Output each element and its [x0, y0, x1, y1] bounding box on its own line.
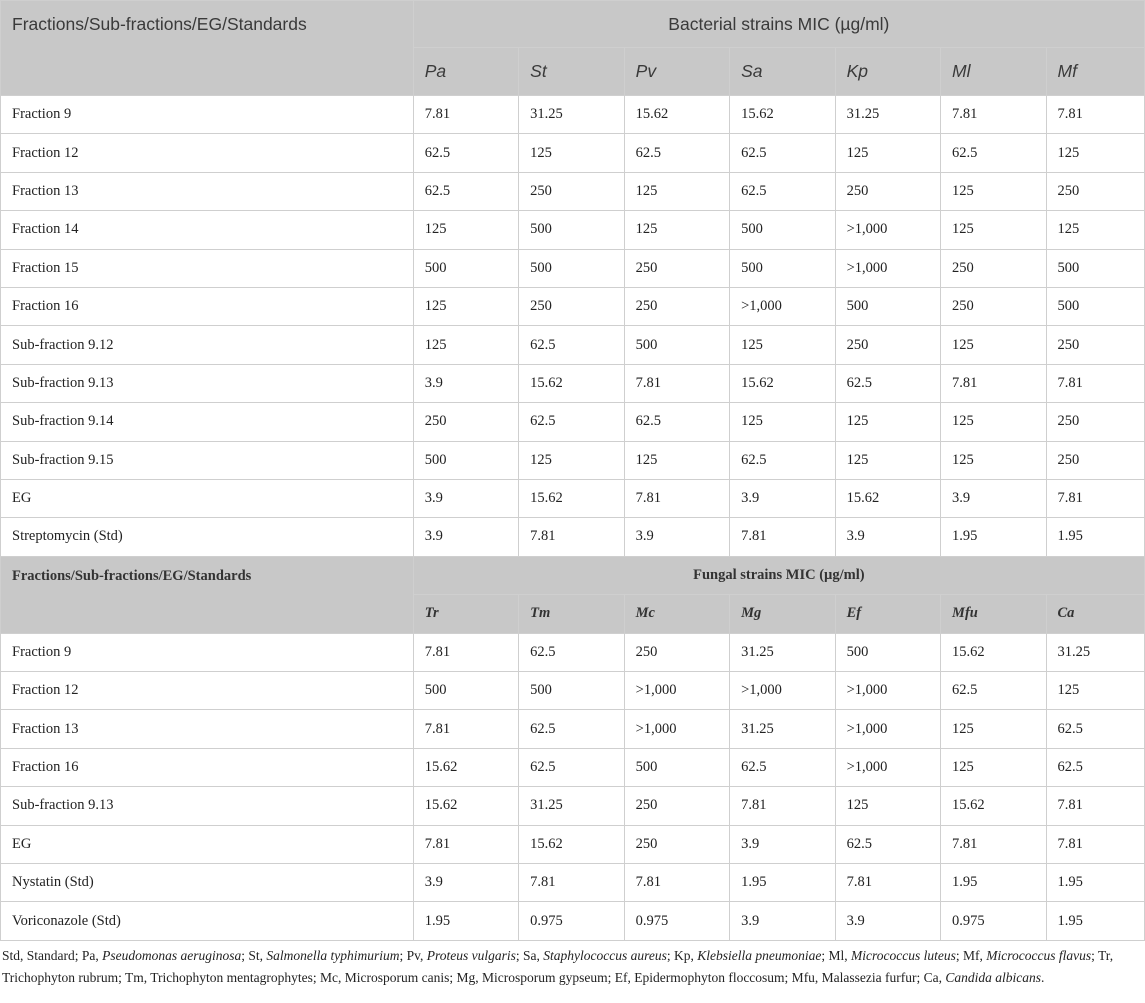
mic-value-cell: 250 — [519, 287, 624, 325]
mic-value-cell: 125 — [519, 134, 624, 172]
mic-value-cell: 250 — [941, 287, 1046, 325]
mic-value-cell: 125 — [413, 326, 518, 364]
mic-value-cell: 7.81 — [413, 96, 518, 134]
row-label: EG — [1, 825, 414, 863]
row-label: Fraction 16 — [1, 287, 414, 325]
mic-value-cell: 15.62 — [413, 748, 518, 786]
mic-value-cell: 31.25 — [519, 787, 624, 825]
mic-value-cell: 7.81 — [1046, 364, 1144, 402]
mic-value-cell: 7.81 — [624, 479, 729, 517]
mic-value-cell: 1.95 — [941, 518, 1046, 556]
bacterial-row-header-label: Fractions/Sub-fractions/EG/Standards — [1, 1, 414, 96]
mic-value-cell: 31.25 — [730, 710, 835, 748]
mic-value-cell: 125 — [835, 441, 940, 479]
mic-value-cell: 0.975 — [624, 902, 729, 940]
row-label: Nystatin (Std) — [1, 864, 414, 902]
mic-value-cell: 15.62 — [941, 787, 1046, 825]
bacterial-body — [1, 96, 1145, 557]
fungal-column-header: Tm — [519, 595, 624, 634]
mic-value-cell: 125 — [941, 403, 1046, 441]
footnote-segment: Salmonella typhimurium — [266, 948, 400, 963]
footnote-segment: Staphylococcus aureus — [543, 948, 667, 963]
mic-value-cell: 500 — [835, 633, 940, 671]
footnote-segment: ; Kp, — [666, 948, 698, 963]
mic-value-cell: 62.5 — [730, 134, 835, 172]
mic-value-cell: 15.62 — [519, 364, 624, 402]
bacterial-table-row — [1, 211, 1145, 249]
fungal-table-row — [1, 710, 1145, 748]
mic-value-cell: 15.62 — [730, 364, 835, 402]
mic-value-cell: 250 — [1046, 172, 1144, 210]
mic-value-cell: 500 — [413, 441, 518, 479]
mic-value-cell: 7.81 — [413, 825, 518, 863]
row-label: Sub-fraction 9.12 — [1, 326, 414, 364]
mic-value-cell: 125 — [624, 172, 729, 210]
mic-value-cell: 125 — [941, 748, 1046, 786]
mic-value-cell: 3.9 — [730, 902, 835, 940]
mic-value-cell: 62.5 — [1046, 710, 1144, 748]
mic-value-cell: 0.975 — [941, 902, 1046, 940]
row-label: Sub-fraction 9.15 — [1, 441, 414, 479]
mic-value-cell: 125 — [941, 326, 1046, 364]
bacterial-table-row — [1, 134, 1145, 172]
row-label: Sub-fraction 9.14 — [1, 403, 414, 441]
mic-value-cell: >1,000 — [835, 672, 940, 710]
mic-value-cell: 125 — [730, 403, 835, 441]
mic-value-cell: 62.5 — [413, 134, 518, 172]
footnote-segment: ; Sa, — [515, 948, 544, 963]
bacterial-table-row — [1, 287, 1145, 325]
mic-value-cell: 15.62 — [519, 825, 624, 863]
mic-value-cell: 7.81 — [730, 518, 835, 556]
mic-value-cell: 1.95 — [1046, 864, 1144, 902]
fungal-column-header: Ef — [835, 595, 940, 634]
footnote-segment: Micrococcus flavus — [986, 948, 1092, 963]
fungal-table-row — [1, 825, 1145, 863]
mic-value-cell: >1,000 — [835, 211, 940, 249]
mic-value-cell: 1.95 — [413, 902, 518, 940]
footnote-segment: . — [1041, 970, 1045, 985]
mic-value-cell: 15.62 — [519, 479, 624, 517]
mic-value-cell: 250 — [835, 326, 940, 364]
footnote-segment: Micrococcus luteus — [851, 948, 956, 963]
footnote-segment: Pseudomonas aeruginosa — [102, 948, 242, 963]
mic-value-cell: 7.81 — [624, 864, 729, 902]
mic-value-cell: 3.9 — [413, 518, 518, 556]
mic-value-cell: 125 — [835, 403, 940, 441]
mic-value-cell: 7.81 — [413, 633, 518, 671]
mic-value-cell: 62.5 — [835, 364, 940, 402]
mic-value-cell: 3.9 — [835, 518, 940, 556]
bacterial-table-row — [1, 479, 1145, 517]
mic-value-cell: >1,000 — [835, 710, 940, 748]
mic-value-cell: 250 — [1046, 441, 1144, 479]
fungal-body — [1, 633, 1145, 940]
row-label: Sub-fraction 9.13 — [1, 364, 414, 402]
mic-value-cell: 7.81 — [624, 364, 729, 402]
mic-value-cell: 250 — [413, 403, 518, 441]
mic-value-cell: 1.95 — [730, 864, 835, 902]
mic-value-cell: >1,000 — [624, 672, 729, 710]
fungal-table-row — [1, 672, 1145, 710]
mic-value-cell: 62.5 — [730, 441, 835, 479]
mic-value-cell: 15.62 — [941, 633, 1046, 671]
mic-value-cell: 250 — [624, 825, 729, 863]
fungal-column-header: Mfu — [941, 595, 1046, 634]
mic-value-cell: >1,000 — [624, 710, 729, 748]
bacterial-column-header: Pv — [624, 48, 729, 96]
mic-value-cell: 7.81 — [941, 825, 1046, 863]
row-label: EG — [1, 479, 414, 517]
row-label: Fraction 13 — [1, 172, 414, 210]
mic-value-cell: 3.9 — [835, 902, 940, 940]
footnote-segment: Candida albicans — [945, 970, 1042, 985]
mic-value-cell: >1,000 — [835, 748, 940, 786]
mic-value-cell: >1,000 — [835, 249, 940, 287]
fungal-table-row — [1, 633, 1145, 671]
footnote-segment: ; Mf, — [955, 948, 987, 963]
bacterial-column-header: Pa — [413, 48, 518, 96]
mic-value-cell: 125 — [835, 787, 940, 825]
bacterial-table-row — [1, 172, 1145, 210]
footnote-segment: ; St, — [241, 948, 267, 963]
footnote-segment: ; Tr, Trichophyton rubrum; Tm, Trichophyton mentagrophytes; Mc, Microsporum canis; Mg, Microsporum gypseum; Ef, Epidermophyton floccosum; Mfu, Malassezia furfur; Ca, — [2, 948, 1114, 985]
mic-value-cell: >1,000 — [730, 672, 835, 710]
bacterial-table-row — [1, 326, 1145, 364]
bacterial-column-header: St — [519, 48, 624, 96]
mic-value-cell: 500 — [519, 249, 624, 287]
mic-value-cell: 31.25 — [730, 633, 835, 671]
mic-value-cell: 125 — [413, 211, 518, 249]
mic-value-cell: 250 — [519, 172, 624, 210]
mic-value-cell: 250 — [835, 172, 940, 210]
mic-value-cell: 500 — [730, 211, 835, 249]
mic-value-cell: 500 — [413, 672, 518, 710]
mic-value-cell: 500 — [624, 326, 729, 364]
fungal-group-title: Fungal strains MIC (µg/ml) — [413, 556, 1144, 595]
mic-value-cell: 7.81 — [835, 864, 940, 902]
mic-value-cell: 62.5 — [730, 172, 835, 210]
mic-value-cell: 15.62 — [835, 479, 940, 517]
mic-value-cell: 125 — [835, 134, 940, 172]
mic-value-cell: 250 — [1046, 326, 1144, 364]
mic-value-cell: 125 — [730, 326, 835, 364]
bacterial-column-header: Ml — [941, 48, 1046, 96]
mic-value-cell: 7.81 — [1046, 787, 1144, 825]
fungal-column-header: Ca — [1046, 595, 1144, 634]
row-label: Voriconazole (Std) — [1, 902, 414, 940]
mic-value-cell: 500 — [835, 287, 940, 325]
mic-value-cell: 125 — [941, 441, 1046, 479]
mic-value-cell: 62.5 — [624, 134, 729, 172]
fungal-table-row — [1, 902, 1145, 940]
mic-value-cell: 3.9 — [413, 864, 518, 902]
mic-value-cell: 500 — [519, 672, 624, 710]
mic-value-cell: 3.9 — [624, 518, 729, 556]
fungal-header — [1, 556, 1145, 633]
mic-value-cell: 250 — [624, 287, 729, 325]
bacterial-table-row — [1, 364, 1145, 402]
mic-value-cell: 7.81 — [941, 364, 1046, 402]
mic-value-cell: 500 — [730, 249, 835, 287]
mic-value-cell: 250 — [624, 633, 729, 671]
mic-value-cell: 125 — [941, 172, 1046, 210]
bacterial-header — [1, 1, 1145, 96]
mic-value-cell: 62.5 — [941, 672, 1046, 710]
bacterial-column-header: Kp — [835, 48, 940, 96]
bacterial-table-row — [1, 403, 1145, 441]
table-footnote — [0, 945, 1142, 989]
row-label: Fraction 9 — [1, 96, 414, 134]
footnote-segment: Klebsiella pneumoniae — [697, 948, 822, 963]
mic-value-cell: >1,000 — [730, 287, 835, 325]
mic-value-cell: 31.25 — [1046, 633, 1144, 671]
mic-value-cell: 7.81 — [730, 787, 835, 825]
mic-value-cell: 500 — [519, 211, 624, 249]
fungal-column-header: Mg — [730, 595, 835, 634]
mic-value-cell: 1.95 — [1046, 518, 1144, 556]
mic-value-cell: 7.81 — [519, 518, 624, 556]
row-label: Fraction 13 — [1, 710, 414, 748]
row-label: Fraction 14 — [1, 211, 414, 249]
mic-value-cell: 62.5 — [519, 326, 624, 364]
row-label: Fraction 16 — [1, 748, 414, 786]
mic-value-cell: 31.25 — [519, 96, 624, 134]
mic-value-cell: 62.5 — [730, 748, 835, 786]
mic-value-cell: 125 — [1046, 672, 1144, 710]
bacterial-table-row — [1, 518, 1145, 556]
mic-value-cell: 250 — [1046, 403, 1144, 441]
mic-value-cell: 500 — [1046, 249, 1144, 287]
mic-value-cell: 7.81 — [519, 864, 624, 902]
mic-value-cell: 7.81 — [1046, 96, 1144, 134]
row-label: Streptomycin (Std) — [1, 518, 414, 556]
mic-value-cell: 7.81 — [941, 96, 1046, 134]
bacterial-table-row — [1, 96, 1145, 134]
mic-value-cell: 125 — [1046, 134, 1144, 172]
bacterial-group-title: Bacterial strains MIC (µg/ml) — [413, 1, 1144, 48]
mic-value-cell: 7.81 — [1046, 479, 1144, 517]
mic-value-cell: 1.95 — [941, 864, 1046, 902]
mic-value-cell: 125 — [624, 441, 729, 479]
mic-value-cell: 3.9 — [413, 479, 518, 517]
fungal-column-header: Tr — [413, 595, 518, 634]
mic-value-cell: 250 — [624, 787, 729, 825]
bacterial-table-row — [1, 249, 1145, 287]
mic-value-cell: 62.5 — [413, 172, 518, 210]
mic-value-cell: 125 — [624, 211, 729, 249]
mic-value-cell: 250 — [941, 249, 1046, 287]
mic-value-cell: 7.81 — [1046, 825, 1144, 863]
mic-value-cell: 250 — [624, 249, 729, 287]
mic-value-cell: 125 — [413, 287, 518, 325]
row-label: Fraction 15 — [1, 249, 414, 287]
bacterial-column-header: Mf — [1046, 48, 1144, 96]
footnote-segment: ; Ml, — [821, 948, 852, 963]
mic-value-cell: 15.62 — [730, 96, 835, 134]
mic-value-cell: 125 — [941, 710, 1046, 748]
mic-value-cell: 500 — [624, 748, 729, 786]
mic-value-cell: 62.5 — [835, 825, 940, 863]
mic-value-cell: 3.9 — [730, 479, 835, 517]
bacterial-column-header: Sa — [730, 48, 835, 96]
mic-value-cell: 500 — [413, 249, 518, 287]
fungal-table-row — [1, 864, 1145, 902]
mic-value-cell: 62.5 — [519, 710, 624, 748]
mic-value-cell: 3.9 — [413, 364, 518, 402]
fungal-table-row — [1, 787, 1145, 825]
mic-value-cell: 31.25 — [835, 96, 940, 134]
mic-value-cell: 62.5 — [941, 134, 1046, 172]
mic-value-cell: 125 — [1046, 211, 1144, 249]
row-label: Fraction 12 — [1, 672, 414, 710]
mic-value-cell: 3.9 — [730, 825, 835, 863]
mic-value-cell: 125 — [941, 211, 1046, 249]
fungal-column-header: Mc — [624, 595, 729, 634]
mic-value-cell: 62.5 — [624, 403, 729, 441]
mic-value-cell: 0.975 — [519, 902, 624, 940]
mic-value-cell: 62.5 — [519, 633, 624, 671]
footnote-segment: ; Pv, — [399, 948, 427, 963]
mic-value-cell: 1.95 — [1046, 902, 1144, 940]
mic-value-cell: 15.62 — [624, 96, 729, 134]
row-label: Fraction 9 — [1, 633, 414, 671]
mic-value-cell: 7.81 — [413, 710, 518, 748]
mic-value-cell: 500 — [1046, 287, 1144, 325]
mic-value-cell: 62.5 — [1046, 748, 1144, 786]
mic-value-cell: 3.9 — [941, 479, 1046, 517]
fungal-table-row — [1, 748, 1145, 786]
row-label: Sub-fraction 9.13 — [1, 787, 414, 825]
mic-value-cell: 62.5 — [519, 403, 624, 441]
mic-value-cell: 15.62 — [413, 787, 518, 825]
mic-value-cell: 62.5 — [519, 748, 624, 786]
row-label: Fraction 12 — [1, 134, 414, 172]
bacterial-table-row — [1, 441, 1145, 479]
mic-value-cell: 125 — [519, 441, 624, 479]
footnote-segment: Std, Standard; Pa, — [2, 948, 103, 963]
footnote-segment: Proteus vulgaris — [426, 948, 516, 963]
fungal-row-header-label: Fractions/Sub-fractions/EG/Standards — [1, 556, 414, 633]
